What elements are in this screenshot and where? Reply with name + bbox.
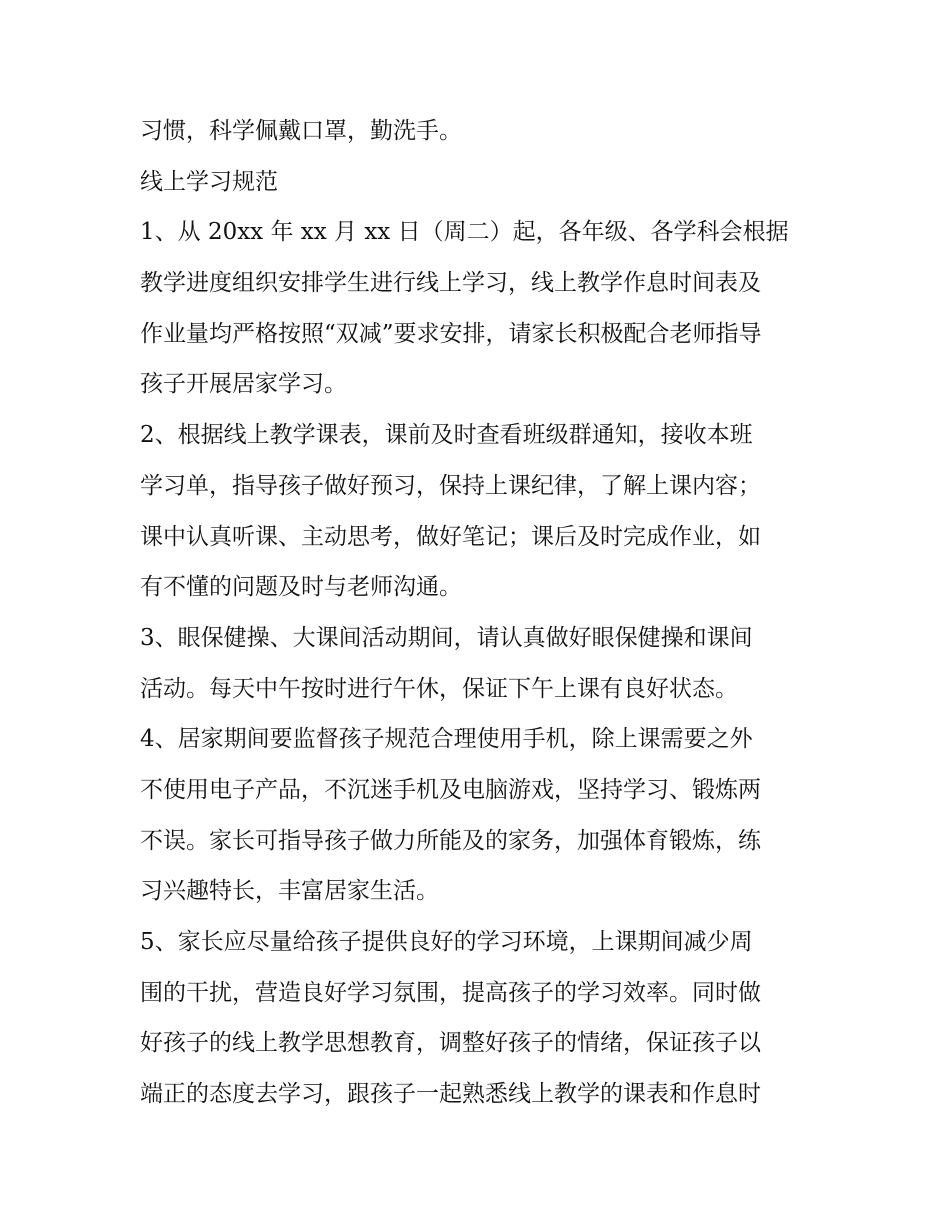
document-body (140, 106, 820, 1120)
text-line: 5、家长应尽量给孩子提供良好的学习环境，上课期间减少周 (140, 929, 753, 955)
text-line: 不误。家长可指导孩子做力所能及的家务，加强体育锻炼，练 (140, 827, 761, 854)
text-line: 有不懂的问题及时与老师沟通。 (140, 574, 462, 601)
text-line: 孩子开展居家学习。 (140, 371, 347, 398)
text-line: 教学进度组织安排学生进行线上学习，线上教学作息时间表及 (140, 270, 761, 297)
text-line: 学习单，指导孩子做好预习，保持上课纪律，了解上课内容； (140, 472, 761, 499)
section-heading: 线上学习规范 (140, 168, 278, 195)
text-line: 习惯，科学佩戴口罩，勤洗手。 (140, 118, 462, 144)
text-line: 3、眼保健操、大课间活动期间，请认真做好眼保健操和课间 (140, 624, 753, 651)
text-line: 好孩子的线上教学思想教育，调整好孩子的情绪，保证孩子以 (140, 1030, 761, 1057)
text-line: 不使用电子产品，不沉迷手机及电脑游戏，坚持学习、锻炼两 (140, 776, 761, 803)
text-line: 2、根据线上教学课表，课前及时查看班级群通知，接收本班 (140, 422, 753, 449)
text-line: 作业量均严格按照“双减”要求安排，请家长积极配合老师指导 (140, 320, 762, 347)
text-line: 活动。每天中午按时进行午休，保证下午上课有良好状态。 (140, 675, 738, 702)
text-line: 围的干扰，营造良好学习氛围，提高孩子的学习效率。同时做 (140, 979, 761, 1006)
text-line: 4、居家期间要监督孩子规范合理使用手机，除上课需要之外 (140, 726, 753, 753)
text-line: 习兴趣特长，丰富居家生活。 (140, 878, 439, 905)
text-line: 端正的态度去学习，跟孩子一起熟悉线上教学的课表和作息时 (140, 1081, 761, 1108)
text-line: 1、从 20xx 年 xx 月 xx 日（周二）起，各年级、各学科会根据 (140, 219, 789, 246)
text-line: 课中认真听课、主动思考，做好笔记；课后及时完成作业，如 (140, 523, 761, 550)
